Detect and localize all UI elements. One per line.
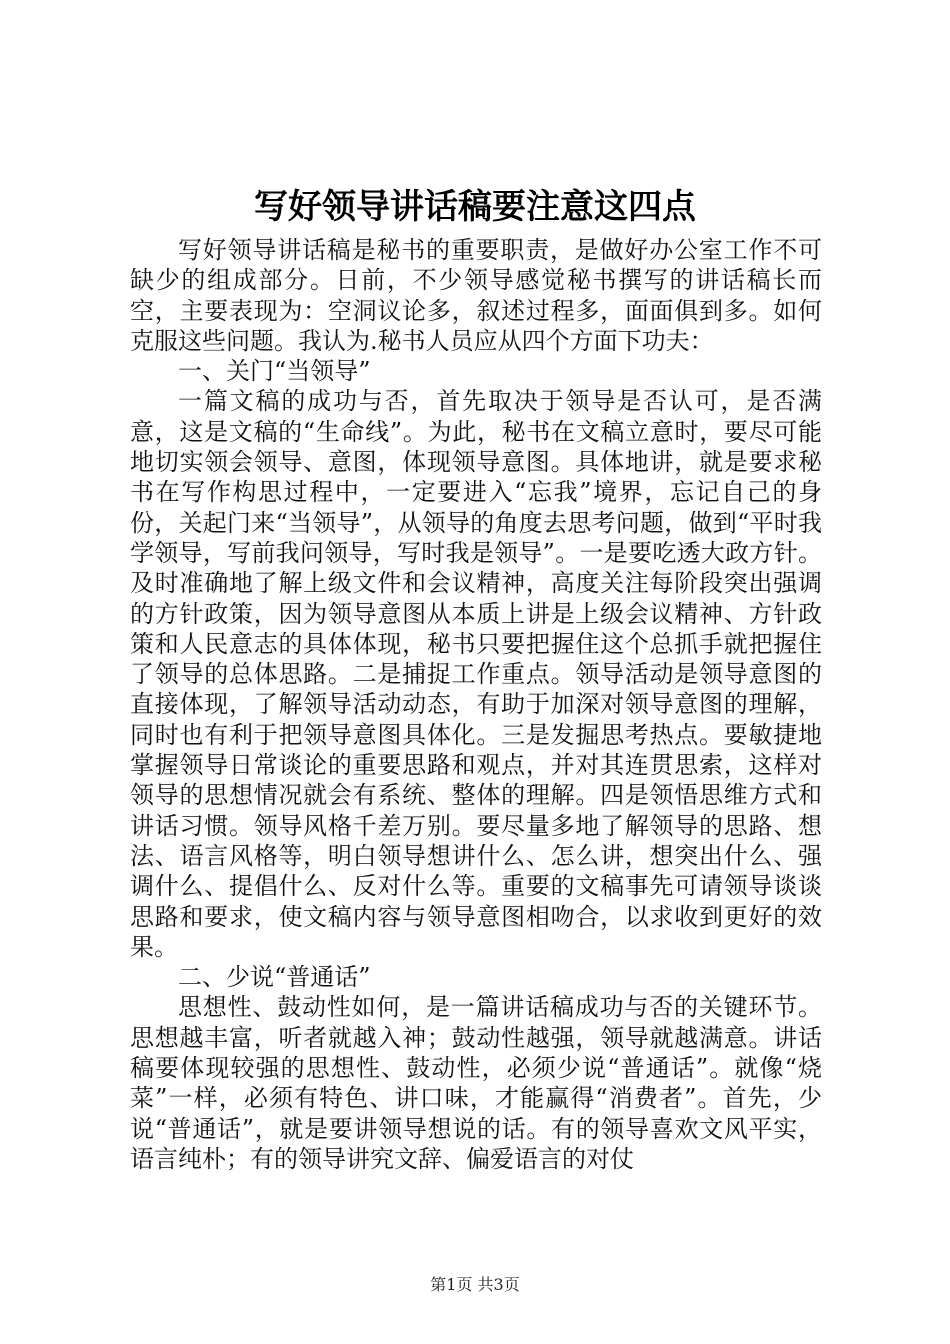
section-heading-1: 一、关门“当领导” [178,357,371,386]
page-footer: 第1页 共3页 [430,1275,520,1294]
document-body [130,235,822,1174]
paragraph-section-1: 一篇文稿的成功与否，首先取决于领导是否认可，是否满意，这是文稿的“生命线”。为此，秘书在文稿立意时，要尽可能地切实领会领导、意图，体现领导意图。具体地讲，就是要求秘书在写作构思过程中，一定要进入“忘我”境界，忘记自己的身份，关起门来“当领导”，从领导的角度去思考问题，做到“平时我学领导，写前我问领导，写时我是领导”。一是要吃透大政方针。及时准确地了解上级文件和会议精神，高度关注每阶段突出强调的方针政策，因为领导意图从本质上讲是上级会议精神、方针政策和人民意志的具体体现，秘书只要把握住这个总抓手就把握住了领导的总体思路。二是捕捉工作重点。领导活动是领导意图的直接体现，了解领导活动动态，有助于加深对领导意图的理解，同时也有利于把领导意图具体化。三是发掘思考热点。要敏捷地掌握领导日常谈论的重要思路和观点，并对其连贯思索，这样对领导的思想情况就会有系统、整体的理解。四是领悟思维方式和讲话习惯。领导风格千差万别。要尽量多地了解领导的思路、想法、语言风格等，明白领导想讲什么、怎么讲，想突出什么、强调什么、提倡什么、反对什么等。重要的文稿事先可请领导谈谈思路和要求，使文稿内容与领导意图相吻合，以求收到更好的效果。 [130,387,822,961]
paragraph-section-2: 思想性、鼓动性如何，是一篇讲话稿成功与否的关键环节。思想越丰富，听者就越入神；鼓动性越强，领导就越满意。讲话稿要体现较强的思想性、鼓动性，必须少说“普通话”。就像“烧菜”一样，必须有特色、讲口味，才能赢得“消费者”。首先，少说“普通话”，就是要讲领导想说的话。有的领导喜欢文风平实，语言纯朴；有的领导讲究文辞、偏爱语言的对仗 [130,993,822,1173]
document-title: 写好领导讲话稿要注意这四点 [254,187,696,227]
paragraph-intro: 写好领导讲话稿是秘书的重要职责，是做好办公室工作不可缺少的组成部分。日前，不少领导感觉秘书撰写的讲话稿长而空，主要表现为：空洞议论多，叙述过程多，面面俱到多。如何克服这些问题。我认为.秘书人员应从四个方面下功夫： [130,236,822,355]
section-heading-2: 二、少说“普通话” [178,963,371,992]
